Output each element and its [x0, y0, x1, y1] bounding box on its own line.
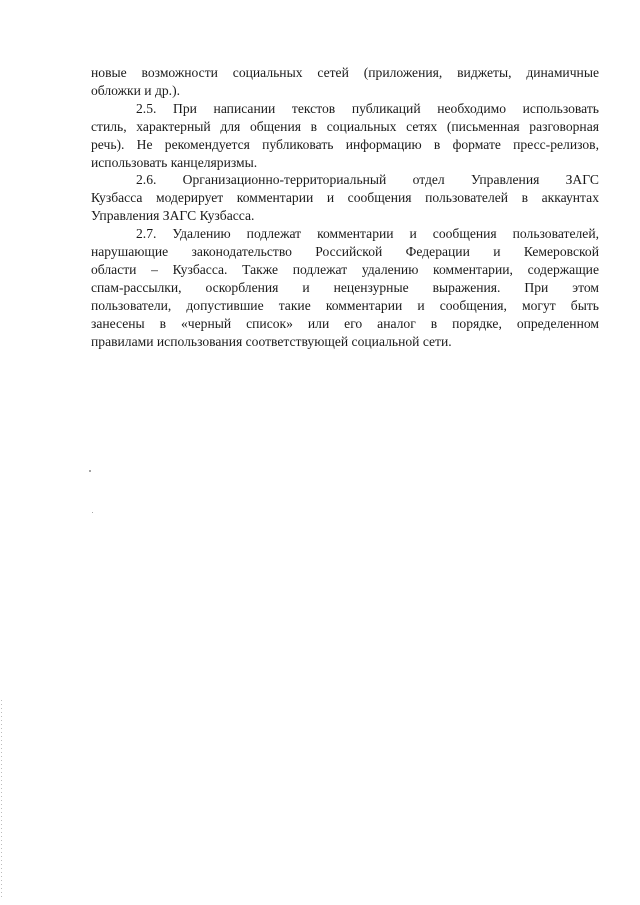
text-line: спам-рассылки, оскорбления и нецензурные выражения. При этом [91, 279, 599, 295]
text-line: использовать канцеляризмы. [91, 154, 258, 170]
paragraph-2-5 [91, 100, 599, 172]
paragraph-2-7 [91, 225, 599, 350]
scan-speck [89, 470, 91, 472]
text-line: Кузбасса модерирует комментарии и сообщения пользователей в аккаунтах [91, 190, 599, 206]
text-line: Управления ЗАГС Кузбасса. [91, 208, 255, 224]
text-line: обложки и др.). [91, 82, 180, 98]
paragraph-2-4-tail [91, 64, 599, 100]
scan-edge-artifact [1, 700, 2, 900]
text-line: 2.5. При написании текстов публикаций необходимо использовать [136, 100, 599, 116]
text-line: пользователи, допустившие такие комментарии и сообщения, могут быть [91, 297, 599, 313]
text-line: 2.6. Организационно-территориальный отдел Управления ЗАГС [136, 172, 599, 188]
text-line: новые возможности социальных сетей (приложения, виджеты, динамичные [91, 65, 599, 80]
text-line: 2.7. Удалению подлежат комментарии и сообщения пользователей, [136, 226, 599, 242]
document-body [91, 64, 599, 351]
text-line: стиль, характерный для общения в социальных сетях (письменная разговорная [91, 118, 599, 134]
text-line: правилами использования соответствующей социальной сети. [91, 333, 452, 349]
text-line: занесены в «черный список» или его аналог в порядке, определенном [91, 315, 599, 331]
scan-speck [92, 512, 93, 513]
text-line: речь). Не рекомендуется публиковать информацию в формате пресс-релизов, [91, 136, 599, 152]
paragraph-2-6 [91, 171, 599, 225]
text-line: области – Кузбасса. Также подлежат удалению комментарии, содержащие [91, 261, 599, 277]
text-line: нарушающие законодательство Российской Федерации и Кемеровской [91, 244, 599, 260]
